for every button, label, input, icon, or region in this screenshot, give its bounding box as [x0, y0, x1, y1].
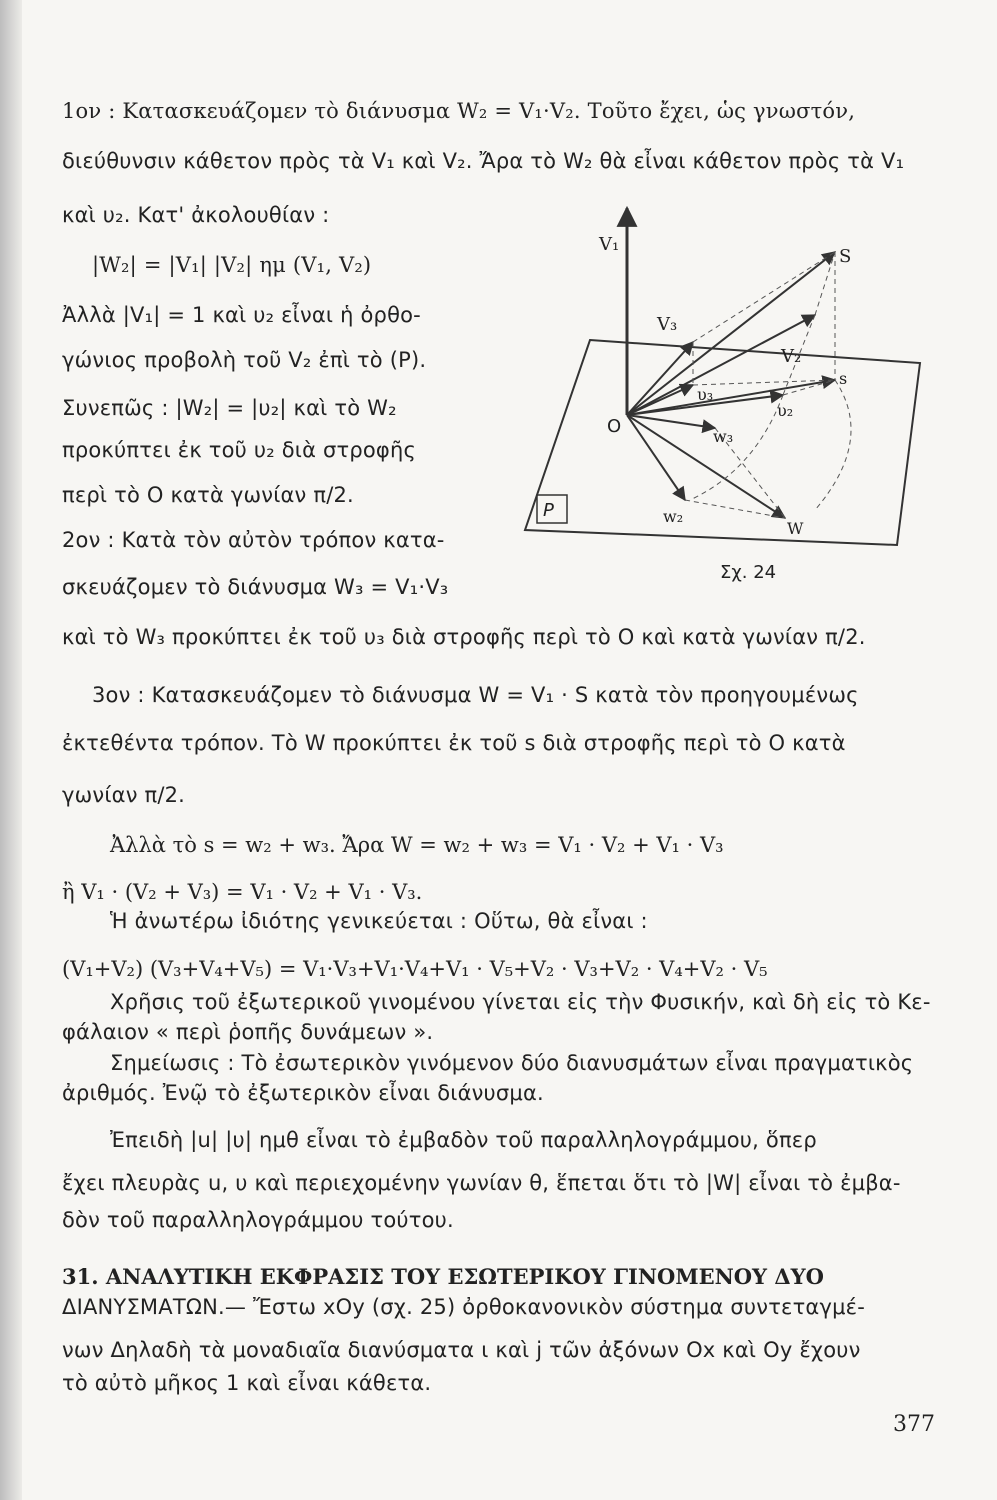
text-line-8: προκύπτει ἐκ τοῦ υ₂ διὰ στροφῆς	[62, 438, 417, 462]
section-line-1: ΔΙΑΝΥΣΜΑΤΩΝ.— Ἔστω xOy (σχ. 25) ὀρθοκανονικὸν σύστημα συντεταγμέ-	[62, 1295, 865, 1319]
vector-W	[627, 415, 785, 518]
vector-figure	[515, 200, 955, 560]
label-S: S	[839, 246, 852, 267]
equation-line-1: Ἀλλὰ τὸ s = w₂ + w₃. Ἄρα W = w₂ + w₃ = V₁ · V₂ + V₁ · V₃	[110, 833, 724, 857]
text-line-1: 1ον : Κατασκευάζομεν τὸ διάνυσμα W₂ = V₁·V₂. Τοῦτο ἔχει, ὡς γνωστόν,	[62, 99, 856, 123]
label-u2: υ₂	[777, 401, 794, 420]
text-line-5: Ἀλλὰ |V₁| = 1 καὶ υ₂ εἶναι ἡ ὀρθο-	[62, 303, 421, 327]
formula-line-w2: |W₂| = |V₁| |V₂| ημ (V₁, V₂)	[92, 253, 372, 277]
label-u3: υ₃	[697, 385, 714, 404]
vector-v3	[627, 342, 693, 415]
text-line-13: 3ον : Κατασκευάζομεν τὸ διάνυσμα W = V₁ · S κατὰ τὸν προηγουμένως	[92, 683, 859, 707]
label-v1: V₁	[599, 234, 620, 255]
vector-diagram	[515, 200, 955, 560]
page-gutter-shadow	[0, 0, 22, 1500]
text-line-25: ἔχει πλευρὰς u, υ καὶ περιεχομένην γωνίαν θ, ἕπεται ὅτι τὸ |W| εἶναι τὸ ἐμβα-	[62, 1171, 901, 1195]
text-line-9: περὶ τὸ Ο κατὰ γωνίαν π/2.	[62, 483, 354, 507]
text-line-15: γωνίαν π/2.	[62, 783, 186, 807]
text-line-11: σκευάζομεν τὸ διάνυσμα W₃ = V₁·V₃	[62, 575, 449, 599]
text-line-24: Ἐπειδὴ |u| |υ| ημθ εἶναι τὸ ἐμβαδὸν τοῦ παραλληλογράμμου, ὅπερ	[110, 1128, 817, 1152]
label-w3: w₃	[713, 427, 734, 446]
note-line-1: Σημείωσις : Τὸ ἐσωτερικὸν γινόμενον δύο διανυσμάτων εἶναι πραγματικὸς	[110, 1051, 914, 1075]
text-line-3: καὶ υ₂. Κατ' ἀκολουθίαν :	[62, 203, 330, 227]
section-heading: 31. ΑΝΑΛΥΤΙΚΗ ΕΚΦΡΑΣΙΣ ΤΟΥ ΕΣΩΤΕΡΙΚΟΥ ΓΙΝΟΜΕΝΟΥ ΔΥΟ	[62, 1264, 824, 1289]
text-line-2: διεύθυνσιν κάθετον πρὸς τὰ V₁ καὶ V₂. Ἄρα τὸ W₂ θὰ εἶναι κάθετον πρὸς τὰ V₁	[62, 149, 905, 173]
text-line-6: γώνιος προβολὴ τοῦ V₂ ἐπὶ τὸ (P).	[62, 348, 427, 372]
label-v3: V₃	[657, 314, 678, 335]
vector-w2	[627, 415, 685, 500]
text-line-26: δὸν τοῦ παραλληλογράμμου τούτου.	[62, 1208, 454, 1232]
text-line-20: Χρῆσις τοῦ ἐξωτερικοῦ γινομένου γίνεται εἰς τὴν Φυσικήν, καὶ δὴ εἰς τὸ Κε-	[110, 990, 931, 1014]
label-O: O	[607, 416, 622, 437]
page-number: 377	[893, 1412, 935, 1437]
label-P: P	[543, 500, 554, 521]
label-W: W	[787, 519, 804, 538]
section-line-3: τὸ αὐτὸ μῆκος 1 καὶ εἶναι κάθετα.	[62, 1371, 432, 1395]
label-v2: V₂	[781, 346, 802, 367]
vector-w3	[627, 415, 715, 428]
text-line-14: ἐκτεθέντα τρόπον. Τὸ W προκύπτει ἐκ τοῦ s διὰ στροφῆς περὶ τὸ Ο κατὰ	[62, 731, 846, 755]
text-line-12: καὶ τὸ W₃ προκύπτει ἐκ τοῦ υ₃ διὰ στροφῆς περὶ τὸ Ο καὶ κατὰ γωνίαν π/2.	[62, 625, 866, 649]
text-line-18: Ἡ ἀνωτέρω ἰδιότης γενικεύεται : Οὕτω, θὰ εἶναι :	[110, 909, 648, 933]
label-s: s	[839, 369, 848, 388]
note-line-2: ἀριθμός. Ἐνῷ τὸ ἐξωτερικὸν εἶναι διάνυσμα.	[62, 1081, 544, 1105]
label-w2: w₂	[663, 507, 684, 526]
text-line-10: 2ον : Κατὰ τὸν αὐτὸν τρόπον κατα-	[62, 528, 445, 552]
text-line-7: Συνεπῶς : |W₂| = |υ₂| καὶ τὸ W₂	[62, 396, 397, 420]
figure-caption: Σχ. 24	[720, 562, 777, 583]
equation-line-2: ἢ V₁ · (V₂ + V₃) = V₁ · V₂ + V₁ · V₃.	[62, 880, 423, 904]
equation-line-3: (V₁+V₂) (V₃+V₄+V₅) = V₁·V₃+V₁·V₄+V₁ · V₅+V₂ · V₃+V₂ · V₄+V₂ · V₅	[62, 957, 768, 981]
section-line-2: νων Δηλαδὴ τὰ μοναδιαῖα διανύσματα ι καὶ j τῶν ἀξόνων Ox καὶ Oy ἔχουν	[62, 1338, 861, 1362]
text-line-21: φάλαιον « περὶ ῥοπῆς δυνάμεων ».	[62, 1020, 434, 1044]
